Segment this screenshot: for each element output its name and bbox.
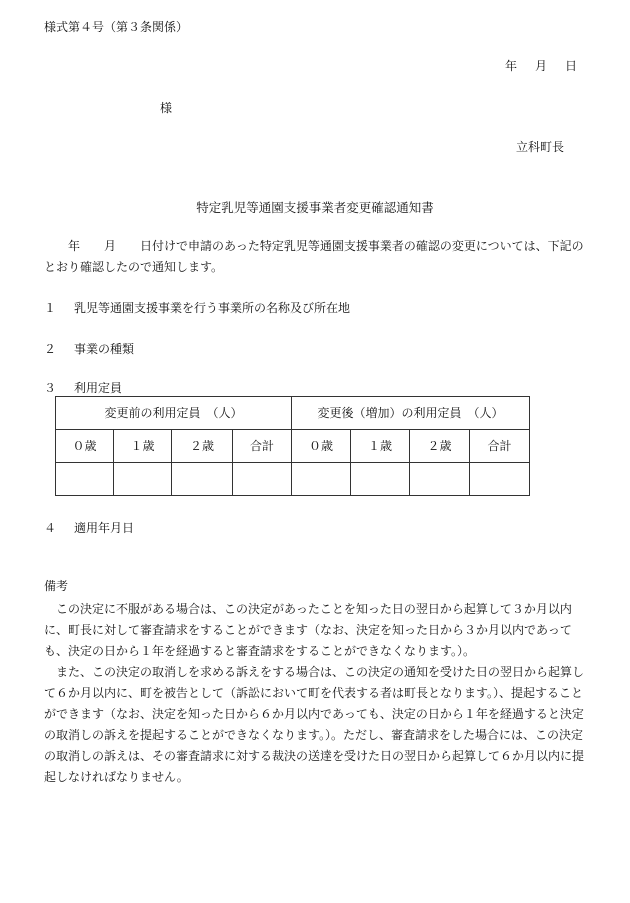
item-1-label: 乳児等通園支援事業を行う事業所の名称及び所在地 [74, 301, 351, 315]
form-number: 様式第４号（第３条関係） [44, 20, 189, 34]
date-year: 年 [505, 59, 518, 73]
date-line [505, 58, 577, 74]
capacity-table [55, 396, 530, 496]
item-3-number: ３ [44, 381, 57, 395]
value-after-total [470, 463, 530, 496]
value-before-total [233, 463, 292, 496]
remarks-paragraph-2: また、この決定の取消しを求める訴えをする場合は、この決定の通知を受けた日の翌日から起算して６か月以内に、町を被告として（訴訟において町を代表する者は町長となります。）、提起することができます（なお、決定を知った日から６か月以内であっても、決定の日から１年を経過すると決定の取消しの訴えを提起することができなくなります。）。ただし、審査請求をした場合には、この決定の取消しの訴えは、その審査請求に対する裁決の送達を受けた日の翌日から起算して６か月以内に提起しなければなりません。 [44, 665, 585, 784]
item-1-number: １ [44, 301, 57, 315]
date-month: 月 [535, 59, 548, 73]
item-3-label: 利用定員 [74, 381, 123, 395]
col-after-total: 合計 [470, 430, 530, 463]
after-capacity-header: 変更後（増加）の利用定員 （人） [292, 397, 530, 430]
remarks-body [44, 599, 592, 788]
col-before-age1: １歳 [114, 430, 172, 463]
remarks-title: 備考 [44, 579, 69, 593]
item-1 [44, 300, 350, 316]
item-4 [44, 520, 134, 536]
col-before-total: 合計 [233, 430, 292, 463]
col-after-age0: ０歳 [292, 430, 351, 463]
date-day: 日 [565, 59, 578, 73]
col-after-age2: ２歳 [410, 430, 470, 463]
value-after-age0 [292, 463, 351, 496]
col-before-age0: ０歳 [56, 430, 114, 463]
item-3 [44, 380, 122, 396]
value-before-age2 [172, 463, 233, 496]
body-text: 年 月 日付けで申請のあった特定乳児等通園支援事業者の確認の変更については、下記のとおり確認したので通知します。 [44, 239, 584, 274]
before-capacity-header: 変更前の利用定員 （人） [56, 397, 292, 430]
col-after-age1: １歳 [351, 430, 410, 463]
item-2-number: ２ [44, 342, 57, 356]
value-before-age1 [114, 463, 172, 496]
item-4-label: 適用年月日 [74, 521, 135, 535]
document-title: 特定乳児等通園支援事業者変更確認通知書 [196, 200, 434, 215]
item-4-number: ４ [44, 521, 57, 535]
col-before-age2: ２歳 [172, 430, 233, 463]
value-after-age2 [410, 463, 470, 496]
item-2-label: 事業の種類 [74, 342, 135, 356]
issuer: 立科町長 [516, 140, 565, 154]
item-2 [44, 341, 134, 357]
addressee: 様 [160, 101, 173, 115]
value-before-age0 [56, 463, 114, 496]
remarks-paragraph-1: この決定に不服がある場合は、この決定があったことを知った日の翌日から起算して３か月以内に、町長に対して審査請求をすることができます（なお、決定を知った日から３か月以内であっても、決定の日から１年を経過すると審査請求をすることができなくなります。）。 [44, 602, 572, 658]
value-after-age1 [351, 463, 410, 496]
